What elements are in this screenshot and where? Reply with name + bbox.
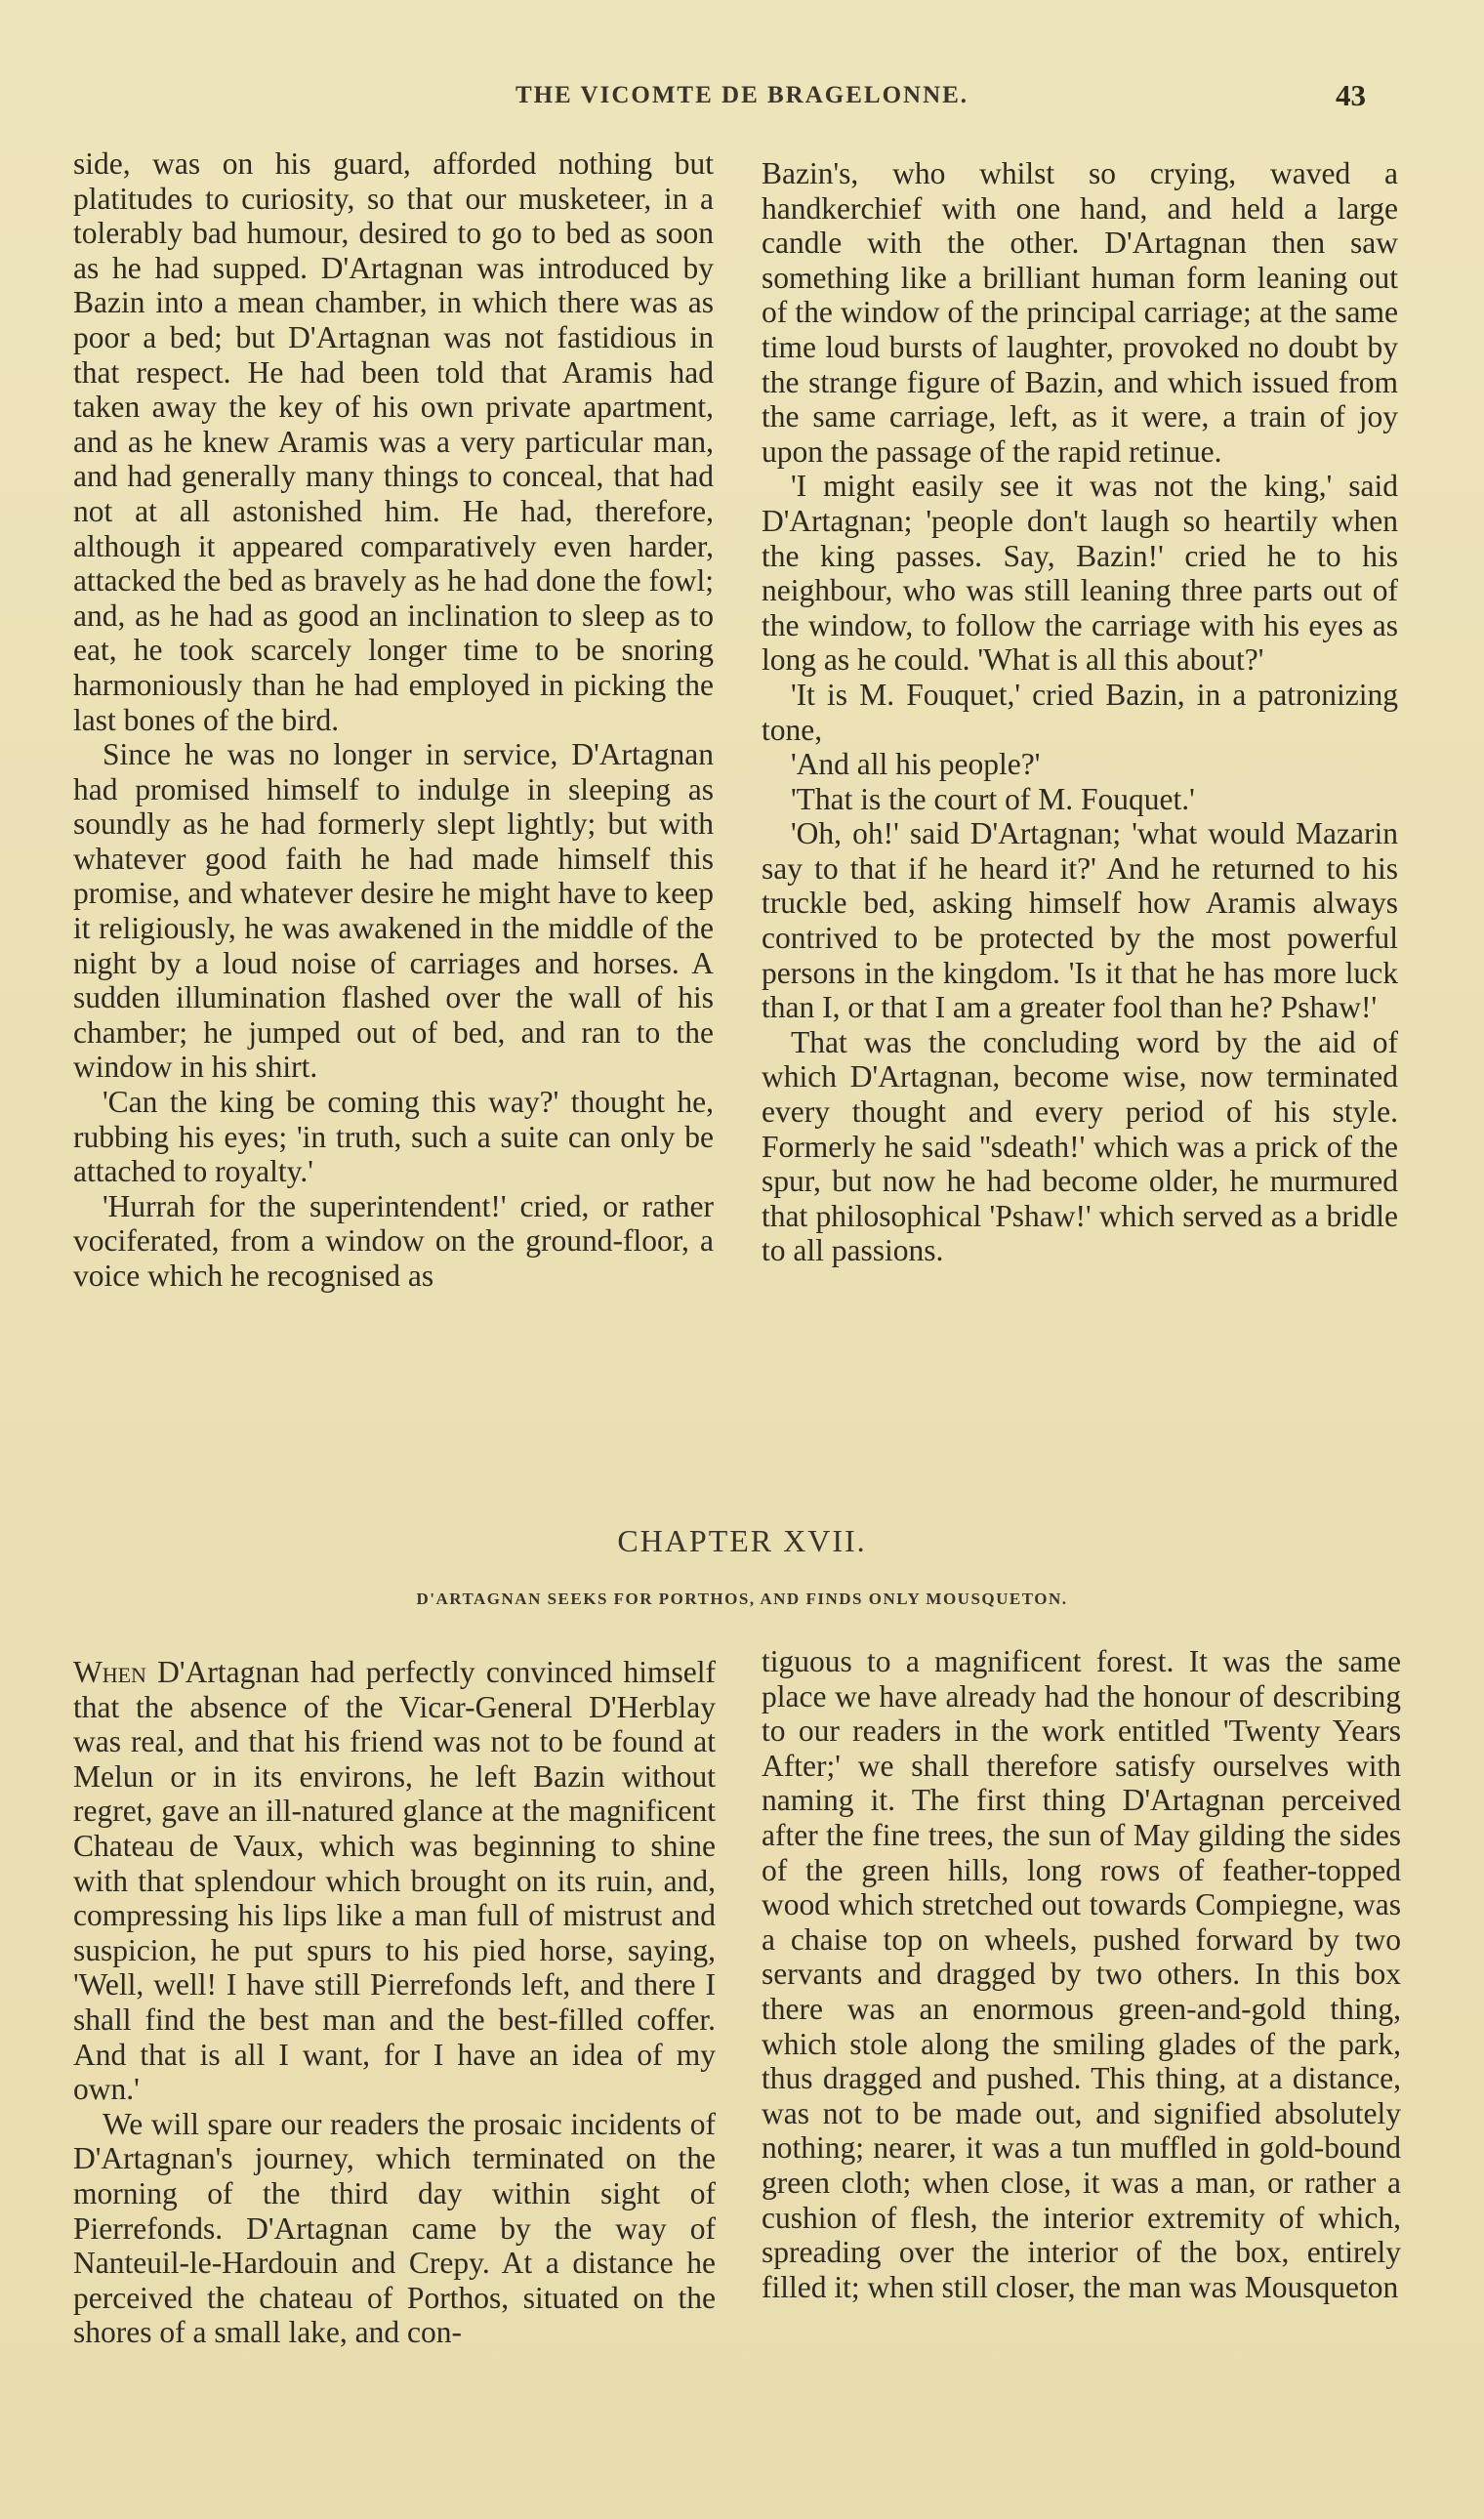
running-head (0, 78, 1484, 121)
drop-word: When (73, 1655, 146, 1689)
chapter-left-column (73, 1655, 716, 2350)
paragraph: 'Can the king be coming this way?' thought he, rubbing his eyes; 'in truth, such a suite can only be attached to royalty.' (73, 1085, 714, 1189)
chapter-title: CHAPTER XVII. (617, 1523, 867, 1558)
paragraph: Since he was no longer in service, D'Artagnan had promised himself to indulge in sleeping as soundly as he had formerly slept lightly; but with whatever good faith he had made himself this promise, and whatever desire he might have to keep it religiously, he was awakened in the middle of the night by a loud noise of carriages and horses. A sudden illumination flashed over the wall of his chamber; he jumped out of bed, and ran to the window in his shirt. (73, 737, 714, 1085)
paragraph: 'I might easily see it was not the king,' said D'Artagnan; 'people don't laugh so heartily when the king passes. Say, Bazin!' cried he to his neighbour, who was still leaning three parts out of the window, to follow the carriage with his eyes as long as he could. 'What is all this about?' (762, 469, 1398, 678)
top-left-column (73, 146, 714, 1294)
page-number: 43 (1336, 78, 1366, 112)
paragraph (73, 1655, 716, 2107)
chapter-subtitle: D'ARTAGNAN SEEKS FOR PORTHOS, AND FINDS ONLY MOUSQUETON. (416, 1590, 1068, 1608)
top-right-column (762, 156, 1398, 1268)
paragraph: 'And all his people?' (791, 747, 1041, 782)
paragraph: That was the concluding word by the aid of which D'Artagnan, become wise, now terminated every thought and every period of his style. Formerly he said ''sdeath!' which was a prick of the spur, but now he had become older, he murmured that philosophical 'Pshaw!' which served as a bridle to all passions. (762, 1024, 1398, 1268)
paragraph: 'Oh, oh!' said D'Artagnan; 'what would Mazarin say to that if he heard it?' And he returned to his truckle bed, asking himself how Aramis always contrived to be protected by the most powerful persons in the kingdom. 'Is it that he has more luck than I, or that I am a greater fool than he? Pshaw!' (762, 816, 1398, 1025)
paragraph: 'That is the court of M. Fouquet.' (791, 781, 1195, 816)
paragraph-text: D'Artagnan had perfectly convinced himself that the absence of the Vicar-General D'Herblay was real, and that his friend was not to be found at Melun or in its environs, he left Bazin without regret, gave an ill-natured glance at the magnificent Chateau de Vaux, which was beginning to shine with that splendour which brought on its ruin, and, compressing his lips like a man full of mistrust and suspicion, he put spurs to his pied horse, saying, 'Well, well! I have still Pierrefonds left, and there I shall find the best man and the best-filled coffer. And that is all I want, for I have an idea of my own.' (73, 1655, 716, 2107)
paragraph: tiguous to a magnificent forest. It was the same place we have already had the honour of describing to our readers in the work entitled 'Twenty Years After;' we shall therefore satisfy ourselves with naming it. The first thing D'Artagnan perceived after the fine trees, the sun of May gilding the sides of the green hills, long rows of feather-topped wood which stretched out towards Compiegne, was a chaise top on wheels, pushed forward by two servants and dragged by two others. In this box there was an enormous green-and-gold thing, which stole along the smiling glades of the park, thus dragged and pushed. This thing, at a distance, was not to be made out, and signified absolutely nothing; nearer, it was a tun muffled in gold-bound green cloth; when close, it was a man, or rather a cushion of flesh, the interior extremity of which, spreading over the interior of the box, entirely filled it; when still closer, the man was Mousqueton (762, 1644, 1401, 2304)
paragraph: side, was on his guard, afforded nothing but platitudes to curiosity, so that our musketeer, in a tolerably bad humour, desired to go to bed as soon as he had supped. D'Artagnan was introduced by Bazin into a mean chamber, in which there was as poor a bed; but D'Artagnan was not fastidious in that respect. He had been told that Aramis had taken away the key of his own private apartment, and as he knew Aramis was a very particular man, and had generally many things to conceal, that had not at all astonished him. He had, therefore, although it appeared comparatively even harder, attacked the bed as bravely as he had done the fowl; and, as he had as good an inclination to sleep as to eat, he took scarcely longer time to be snoring harmoniously than he had employed in picking the last bones of the bird. (73, 146, 714, 737)
running-title: THE VICOMTE DE BRAGELONNE. (515, 82, 969, 108)
paragraph: We will spare our readers the prosaic incidents of D'Artagnan's journey, which terminated on the morning of the third day within sight of Pierrefonds. D'Artagnan came by the way of Nanteuil-le-Hardouin and Crepy. At a distance he perceived the chateau of Porthos, situated on the shores of a small lake, and con- (73, 2106, 716, 2350)
paragraph: Bazin's, who whilst so crying, waved a handkerchief with one hand, and held a large candle with the other. D'Artagnan then saw something like a brilliant human form leaning out of the window of the principal carriage; at the same time loud bursts of laughter, provoked no doubt by the strange figure of Bazin, and which issued from the same carriage, left, as it were, a train of joy upon the passage of the rapid retinue. (762, 156, 1398, 469)
paragraph: 'It is M. Fouquet,' cried Bazin, in a patronizing tone, (762, 677, 1398, 747)
paragraph: 'Hurrah for the superintendent!' cried, or rather vociferated, from a window on the ground-floor, a voice which he recognised as (73, 1188, 714, 1293)
chapter-right-column (762, 1644, 1401, 2304)
